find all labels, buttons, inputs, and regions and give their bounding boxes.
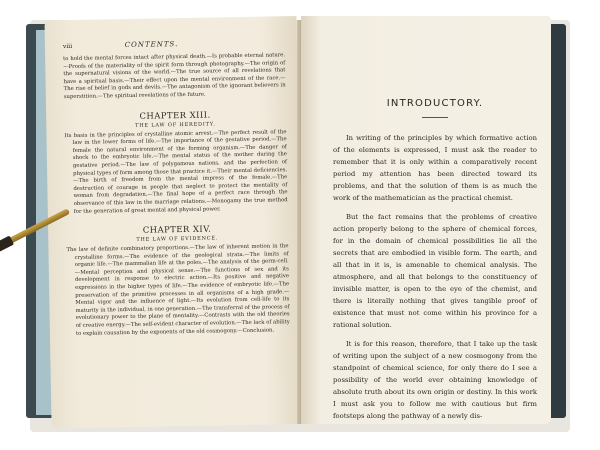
chapter-summary: The law of definite combinatory proportions.—The law of inherent motion in the crystalline forms.—The evidence of the geological strata.—The limits of organic life.—The mammalian life at the poles.—The analysis of the germ-cell.—Mental perception and physical sense.—The functions of sex and its development in response to electric action.—Its positive and negative expressions in the higher types of life.—The evidence of embryotic life.—The preservation of the primitive processes in all organisms of a high grade.—Mental vigor and the influence of light.—Its evolution from cell-life to its maturity in the individual, in one generation.—The transferral of the process of evolutionary power to the plane of mentality.—Contrasts with the old theories of creative energy.—The self-evident character of evolution.—The lack of ability to explain causation by the exponents of the old cosmogony.—Conclusion.	[66, 243, 290, 337]
running-head-title: CONTENTS.	[124, 40, 179, 50]
body-paragraph: It is for this reason, therefore, that I take up the task of writing upon the subject of a new cosmogony from the standpoint of chemical science, for only there do I see a possibility of the world ever obtaining knowledge of absolute truth about its own origin or destiny. In this work I must ask you to follow me with cautious but firm footsteps along the pathway of a newly dis-	[333, 339, 537, 421]
body-paragraph: But the fact remains that the problems of creative action properly belong to the sphere of chemical forces, for in the domain of chemical possibilities lie all the secrets that are embodied in visible form. The earth, and all that in it is, is amenable to chemical analysis. The atmosphere, and all that belongs to the constituency of invisible matter, is open to the eye of the chemist, and there is literally nothing that gives tangible proof of existence that must not come within his province for a rational solution.	[333, 212, 537, 330]
chapter-heading: CHAPTER XIII.	[139, 109, 211, 121]
page-number: viii	[62, 42, 73, 51]
running-head	[63, 38, 285, 50]
left-page	[44, 16, 303, 428]
chapter-subtitle: THE LAW OF EVIDENCE.	[136, 235, 219, 243]
chapter-subtitle: THE LAW OF HEREDITY.	[134, 121, 216, 129]
chapter-summary: Its basis in the principles of crystalline atomic arrest.—The perfect result of the law in the lower forms of life.—The importance of the gestative period.—The female the natural environment of the forming organism.—The danger of shock to the embryotic life.—The mental status of the mother during the gestative period.—The law of polygamous nations, and the perfection of physical types of form among those that practice it.—Their mental deficiencies.—The birth of freedom from the mental impress of the female.—The destruction of courage in people that neglect to protect the mentality of woman from degradation.—The final hope of a perfect race through the observance of this law in the marriage relations.—Monogamy the true method for the generation of great mental and physical power.	[64, 128, 288, 215]
chapter-title: INTRODUCTORY.	[386, 98, 484, 109]
toc-continuation: to hold the mental forces intact after physical death.—Is probable eternal nature.—Proofs of the materiality of the spirit form through photography.—The origin of the supernatural visions of the world.—The true source of all revelations that have a spiritual basis.—Their effect upon the mental environment of the race.—The rise of belief in gods and devils.—The antagonism of the ignorant believers in superstition.—The spiritual revelations of the future.	[63, 52, 286, 101]
title-rule	[422, 117, 448, 118]
chapter-heading: CHAPTER XIV.	[142, 223, 212, 235]
right-page	[301, 16, 551, 424]
body-paragraph: In writing of the principles by which formative action of the elements is expressed, I must ask the reader to remember that it is only within a comparatively recent period my attention has been directed toward its problems, and that the solution of them is as much the work of the mathematician as the practical chemist.	[333, 134, 537, 203]
